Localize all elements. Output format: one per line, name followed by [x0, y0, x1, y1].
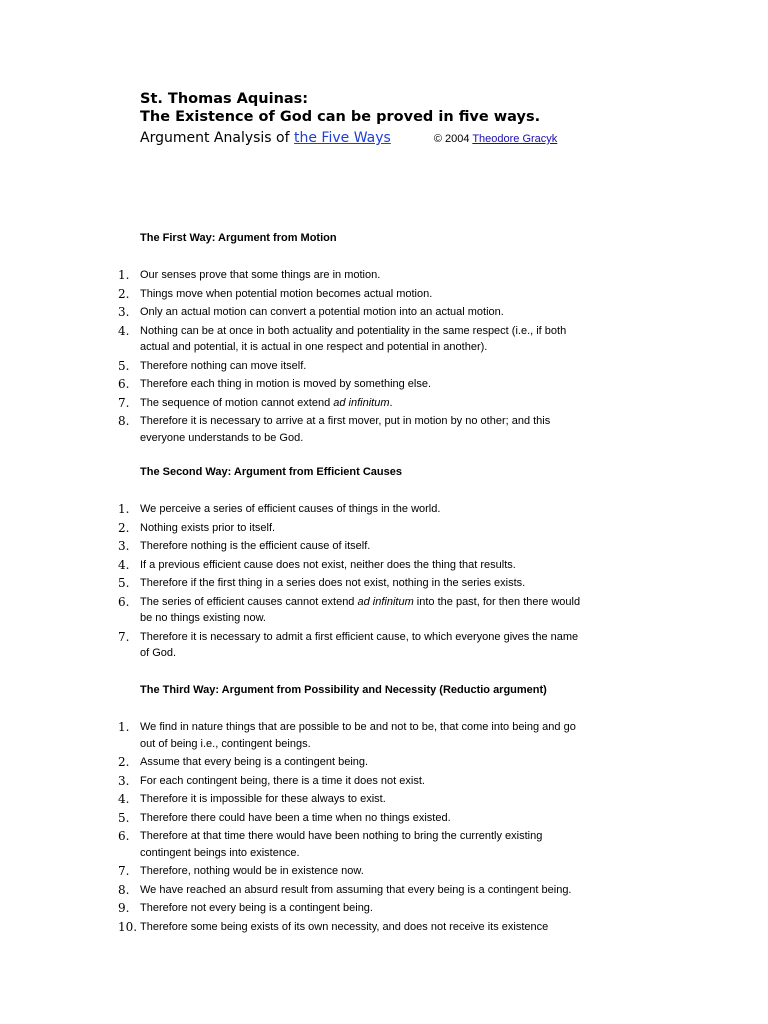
- section-heading-3: The Third Way: Argument from Possibility and Necessity (Reductio argument): [140, 684, 547, 696]
- list-item-number: 7.: [118, 864, 130, 878]
- list-item: [98, 358, 598, 375]
- list-item-text: Therefore not every being is a contingent being.: [140, 902, 373, 914]
- list-item-text: Therefore if the first thing in a series does not exist, nothing in the series exists.: [140, 577, 526, 589]
- list-item-number: 3.: [118, 305, 130, 319]
- list-item-text: The series of efficient causes cannot extend ad infinitum into the past, for then there would be no things existing now.: [140, 595, 581, 624]
- list-item-number: 8.: [118, 414, 130, 428]
- list-item-number: 7.: [118, 395, 130, 410]
- list-item: [98, 395, 598, 412]
- list-item-number: 5.: [118, 810, 130, 825]
- list-item-text: Our senses prove that some things are in motion.: [140, 269, 381, 281]
- copyright: [434, 133, 557, 145]
- list-item-text: Things move when potential motion becomes actual motion.: [140, 287, 433, 300]
- list-item-text: Therefore some being exists of its own necessity, and does not receive its existence: [140, 920, 549, 933]
- list-item-text: We find in nature things that are possible to be and not to be, that come into being and go out of being i.e., contingent beings.: [140, 721, 576, 750]
- list-item: [98, 267, 598, 284]
- list-item: [98, 323, 598, 356]
- list-item-number: 6.: [118, 377, 130, 391]
- list-item: [98, 828, 598, 861]
- list-item-text: Therefore nothing is the efficient cause of itself.: [140, 540, 371, 552]
- list-item: [98, 773, 598, 790]
- list-item-text: We have reached an absurd result from assuming that every being is a contingent being.: [140, 883, 572, 896]
- list-item-text: For each contingent being, there is a time it does not exist.: [140, 774, 425, 787]
- list-item-text: Therefore each thing in motion is moved by something else.: [140, 378, 432, 390]
- list-item-number: 1.: [118, 720, 130, 734]
- list-item: [98, 791, 598, 808]
- list-item-text: Nothing can be at once in both actuality and potentiality in the same respect (i.e., if both actual and potential, it is actual in one respect and potential in another).: [140, 324, 567, 353]
- copyright-prefix: © 2004: [433, 133, 473, 145]
- list-item-text: Therefore nothing can move itself.: [140, 359, 307, 372]
- section-list-3: [98, 719, 598, 937]
- list-item-number: 3.: [118, 539, 130, 553]
- list-item: [98, 376, 598, 393]
- list-item: [98, 520, 598, 537]
- list-item-text: Only an actual motion can convert a potential motion into an actual motion.: [140, 306, 504, 318]
- list-item-number: 5.: [118, 576, 130, 590]
- list-item-number: 8.: [118, 882, 130, 897]
- list-item: [98, 304, 598, 321]
- list-item: [98, 754, 598, 771]
- list-item: [98, 900, 598, 917]
- list-item-number: 6.: [118, 594, 130, 609]
- list-item-number: 10.: [118, 919, 138, 934]
- subtitle-prefix: Argument Analysis of: [140, 130, 294, 146]
- list-item: [98, 719, 598, 752]
- list-item-number: 2.: [118, 755, 130, 769]
- list-item-text: The sequence of motion cannot extend ad infinitum.: [140, 396, 393, 409]
- emphasis-text: ad infinitum: [357, 595, 414, 608]
- list-item-number: 2.: [118, 286, 130, 301]
- list-item-number: 4.: [118, 792, 130, 806]
- list-item: [98, 575, 598, 592]
- section-list-1: [98, 267, 598, 448]
- author-link[interactable]: Theodore Gracyk: [472, 133, 558, 145]
- list-item-number: 7.: [118, 629, 130, 644]
- list-item-text: Therefore it is necessary to arrive at a first mover, put in motion by no other; and this everyone understands to be God.: [140, 415, 551, 444]
- list-item-number: 6.: [118, 829, 130, 843]
- list-item-number: 2.: [118, 520, 130, 535]
- list-item: [98, 501, 598, 518]
- title-line-1: St. Thomas Aquinas:: [140, 91, 309, 107]
- list-item-text: If a previous efficient cause does not exist, neither does the thing that results.: [140, 558, 516, 571]
- section-list-2: [98, 501, 598, 664]
- list-item-text: We perceive a series of efficient causes of things in the world.: [140, 503, 441, 515]
- five-ways-link[interactable]: the Five Ways: [294, 130, 391, 146]
- list-item: [98, 882, 598, 899]
- title-line-2: The Existence of God can be proved in five ways.: [140, 109, 541, 125]
- list-item: [98, 557, 598, 574]
- list-item: [98, 919, 598, 936]
- list-item-number: 1.: [118, 268, 130, 282]
- list-item: [98, 594, 598, 627]
- list-item-number: 4.: [118, 323, 130, 338]
- list-item-text: Therefore there could have been a time when no things existed.: [140, 811, 451, 824]
- list-item-text: Therefore it is necessary to admit a first efficient cause, to which everyone gives the name of God.: [140, 630, 579, 659]
- list-item-number: 1.: [118, 502, 130, 516]
- list-item-text: Nothing exists prior to itself.: [140, 521, 276, 534]
- list-item-number: 4.: [118, 557, 130, 572]
- list-item-number: 9.: [118, 901, 130, 915]
- list-item-number: 3.: [118, 773, 130, 788]
- list-item-number: 5.: [118, 358, 130, 373]
- emphasis-text: ad infinitum: [333, 396, 390, 409]
- list-item: [98, 810, 598, 827]
- list-item: [98, 538, 598, 555]
- list-item-text: Therefore at that time there would have been nothing to bring the currently existing contingent beings into existence.: [140, 830, 543, 859]
- list-item: [98, 863, 598, 880]
- list-item: [98, 413, 598, 446]
- list-item: [98, 286, 598, 303]
- section-heading-1: The First Way: Argument from Motion: [140, 232, 337, 244]
- subtitle: [140, 130, 391, 146]
- list-item-text: Therefore it is impossible for these always to exist.: [140, 793, 386, 805]
- subtitle-row: [140, 130, 640, 150]
- section-heading-2: The Second Way: Argument from Efficient Causes: [140, 466, 403, 478]
- list-item: [98, 629, 598, 662]
- list-item-text: Assume that every being is a contingent being.: [140, 756, 369, 768]
- list-item-text: Therefore, nothing would be in existence now.: [140, 865, 364, 877]
- document-content: [118, 90, 640, 934]
